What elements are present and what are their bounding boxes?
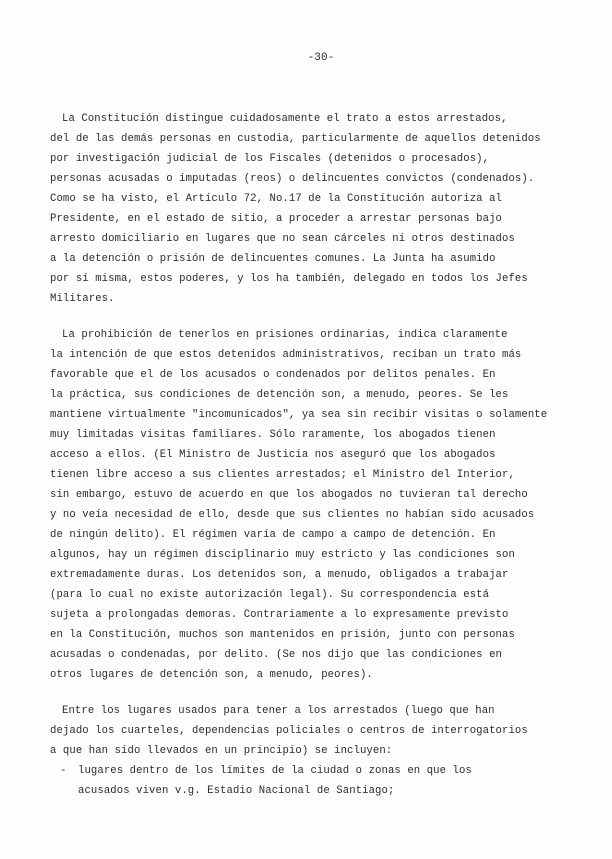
list-item-line: acusados viven v.g. Estadio Nacional de Santiago; xyxy=(78,785,395,797)
paragraph-line: la práctica, sus condiciones de detención son, a menudo, peores. Se les xyxy=(50,389,509,401)
paragraph-line: la intención de que estos detenidos administrativos, reciban un trato más xyxy=(50,349,522,361)
paragraph-line: en la Constitución, muchos son mantenidos en prisión, junto con personas xyxy=(50,629,515,641)
paragraph-line: La prohibición de tenerlos en prisiones ordinarias, indica claramente xyxy=(62,329,508,341)
paragraph-line: Como se ha visto, el Artículo 72, No.17 de la Constitución autoriza al xyxy=(50,193,503,205)
paragraph-line: de ningún delito). El régimen varía de campo a campo de detención. En xyxy=(50,529,496,541)
paragraph-line: arresto domiciliario en lugares que no sean cárceles ni otros destinados xyxy=(50,233,515,245)
paragraph-line: a que han sido llevados en un principio) se incluyen: xyxy=(50,745,393,757)
paragraph-line: (para lo cual no existe autorización legal). Su correspondencia está xyxy=(50,589,490,601)
paragraph-line: del de las demás personas en custodia, particularmente de aquellos detenidos xyxy=(50,133,541,145)
paragraph-line: extremadamente duras. Los detenidos son, a menudo, obligados a trabajar xyxy=(50,569,509,581)
paragraph-line: favorable que el de los acusados o condenados por delitos penales. En xyxy=(50,369,496,381)
paragraph-line: tienen libre acceso a sus clientes arrestados; el Ministro del Interior, xyxy=(50,469,515,481)
page-number: -30- xyxy=(307,52,335,64)
paragraph-line: Militares. xyxy=(50,293,115,305)
paragraph-line: Entre los lugares usados para tener a los arrestados (luego que han xyxy=(62,705,495,717)
paragraph-line: otros lugares de detención son, a menudo, peores). xyxy=(50,669,373,681)
paragraph-line: sin embargo, estuvo de acuerdo en que los abogados no tuvieran tal derecho xyxy=(50,489,528,501)
paragraph-line: a la detención o prisión de delincuentes comunes. La Junta ha asumido xyxy=(50,253,496,265)
list-marker: - xyxy=(60,765,67,777)
paragraph-line: personas acusadas o imputadas (reos) o delincuentes convictos (condenados). xyxy=(50,173,535,185)
paragraph-line: y no veía necesidad de ello, desde que sus clientes no habían sido acusados xyxy=(50,509,535,521)
paragraph-line: por sí misma, estos poderes, y los ha también, delegado en todos los Jefes xyxy=(50,273,528,285)
paragraph-line: acusadas o condenadas, por delito. (Se nos dijo que las condiciones en xyxy=(50,649,503,661)
paragraph-line: dejado los cuarteles, dependencias policiales o centros de interrogatorios xyxy=(50,725,528,737)
paragraph-line: acceso a ellos. (El Ministro de Justicia nos aseguró que los abogados xyxy=(50,449,496,461)
list-item-line: lugares dentro de los límites de la ciudad o zonas en que los xyxy=(78,765,472,777)
paragraph-line: Presidente, en el estado de sitio, a proceder a arrestar personas bajo xyxy=(50,213,503,225)
paragraph-line: muy limitadas visitas familiares. Sólo raramente, los abogados tienen xyxy=(50,429,496,441)
paragraph-line: algunos, hay un régimen disciplinario muy estricto y las condiciones son xyxy=(50,549,515,561)
paragraph-line: por investigación judicial de los Fiscales (detenidos o procesados), xyxy=(50,153,490,165)
paragraph-line: sujeta a prolongadas demoras. Contrariamente a lo expresamente previsto xyxy=(50,609,509,621)
paragraph-line: La Constitución distingue cuidadosamente el trato a estos arrestados, xyxy=(62,113,508,125)
paragraph-line: mantiene virtualmente "incomunicados", ya sea sin recibir visitas o solamente xyxy=(50,409,548,421)
